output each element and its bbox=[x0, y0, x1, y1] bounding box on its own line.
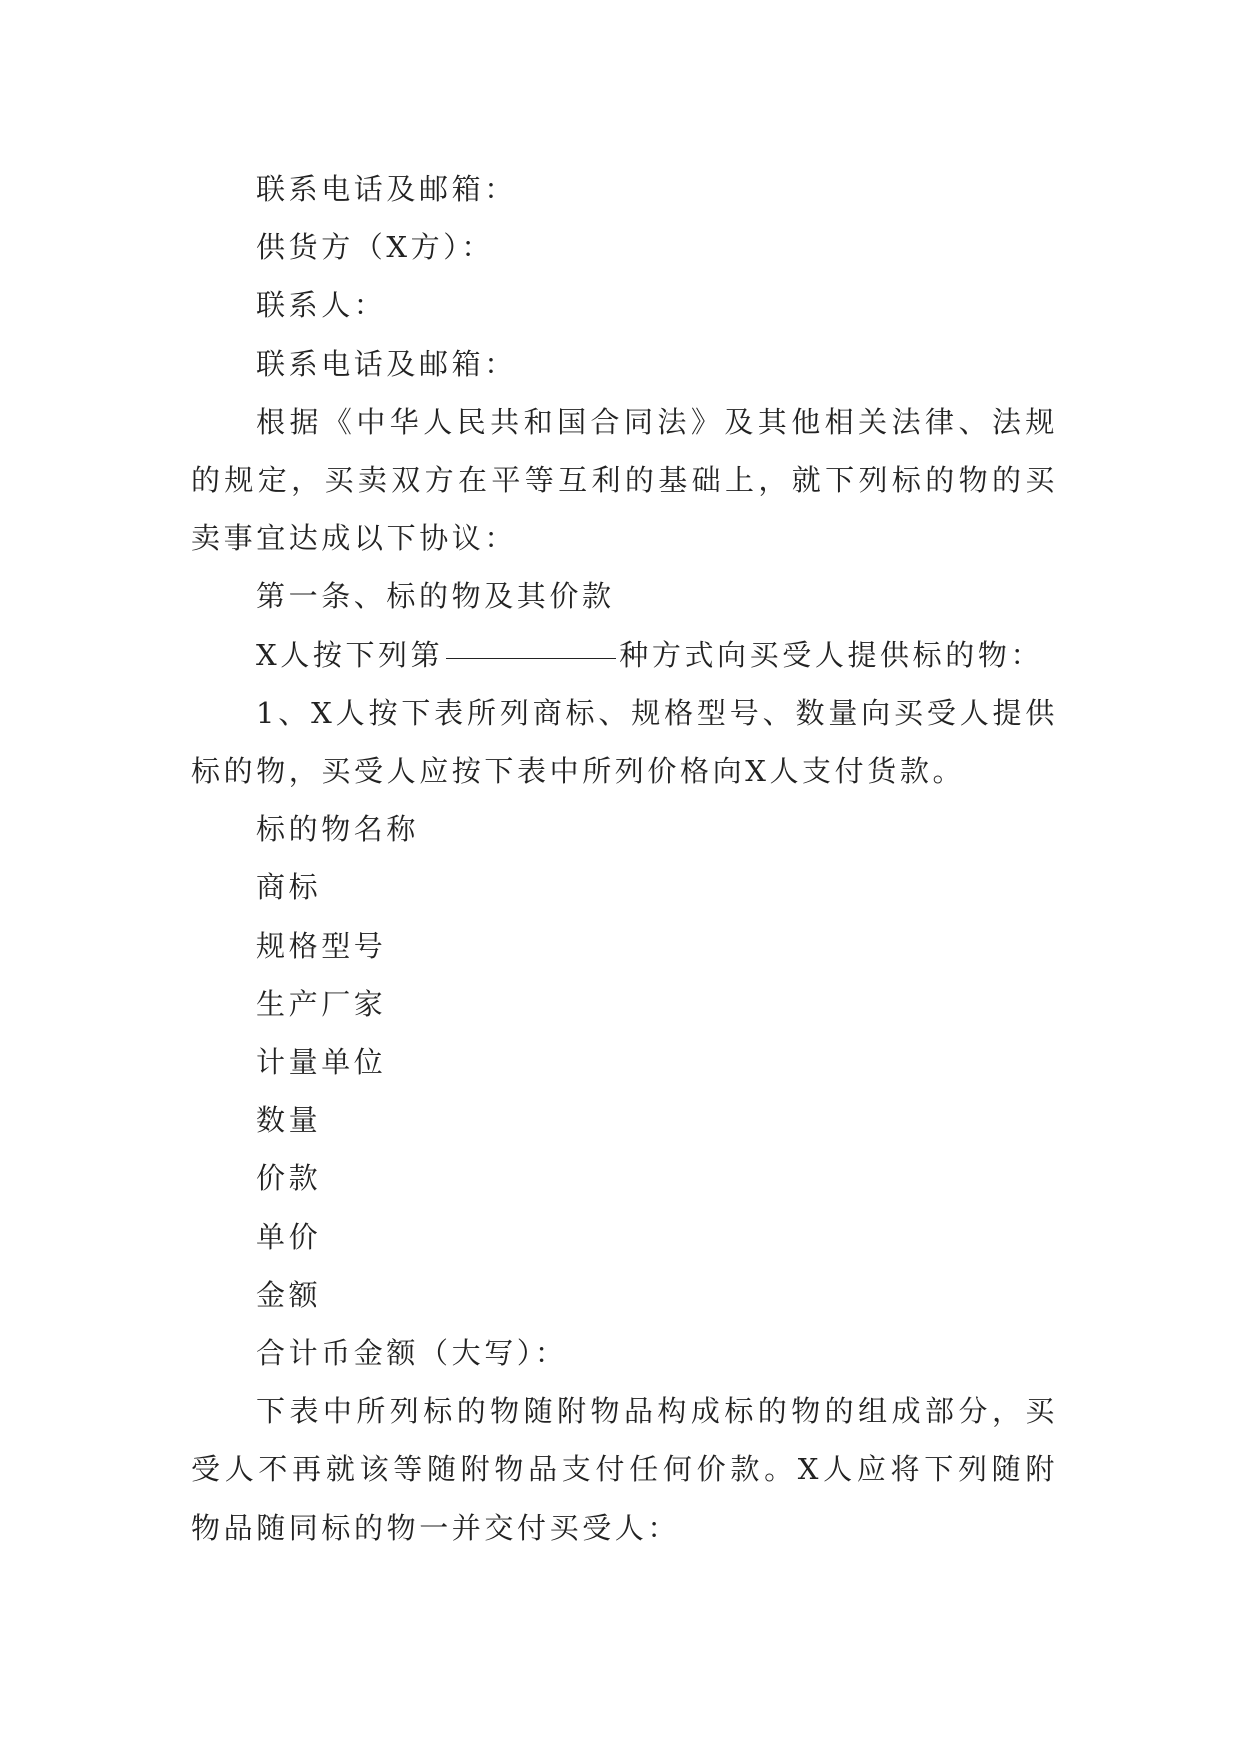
field-quantity: 数量 bbox=[256, 1103, 322, 1138]
field-unit-price: 单价 bbox=[256, 1219, 322, 1254]
field-price: 价款 bbox=[256, 1161, 322, 1196]
delivery-method-clause bbox=[191, 626, 1058, 684]
preamble-paragraph: 根据《中华人民共和国合同法》及其他相关法律、法规的规定，买卖双方在平等互利的基础上，就下列标的物的买卖事宜达成以下协议： bbox=[191, 404, 1058, 556]
contact-person-line: 联系人： bbox=[256, 288, 387, 323]
field-goods-name: 标的物名称 bbox=[256, 812, 420, 847]
clause-text-before-blank: X人按下列第 bbox=[256, 637, 444, 672]
accessories-paragraph: 下表中所列标的物随附物品构成标的物的组成部分，买受人不再就该等随附物品支付任何价款。X人应将下列随附物品随同标的物一并交付买受人： bbox=[191, 1394, 1058, 1545]
fill-in-blank bbox=[446, 657, 616, 659]
supplier-line: 供货方（X方）： bbox=[256, 230, 494, 265]
article-one-heading: 第一条、标的物及其价款 bbox=[256, 579, 615, 614]
document-body bbox=[191, 160, 1058, 1557]
field-manufacturer: 生产厂家 bbox=[256, 986, 387, 1021]
contact-phone-email-line: 联系电话及邮箱： bbox=[256, 172, 517, 206]
clause-text-after-blank: 种方式向买受人提供标的物： bbox=[619, 637, 1044, 672]
field-amount: 金额 bbox=[256, 1277, 322, 1312]
supplier-phone-email-line: 联系电话及邮箱： bbox=[256, 346, 517, 381]
total-amount-line: 合计币金额（大写）： bbox=[256, 1336, 568, 1371]
field-specification-model: 规格型号 bbox=[256, 928, 387, 963]
field-unit-of-measure: 计量单位 bbox=[256, 1045, 387, 1080]
item-one-paragraph: 1、X人按下表所列商标、规格型号、数量向买受人提供标的物，买受人应按下表中所列价格向X人支付货款。 bbox=[191, 695, 1058, 789]
field-trademark: 商标 bbox=[256, 870, 322, 905]
